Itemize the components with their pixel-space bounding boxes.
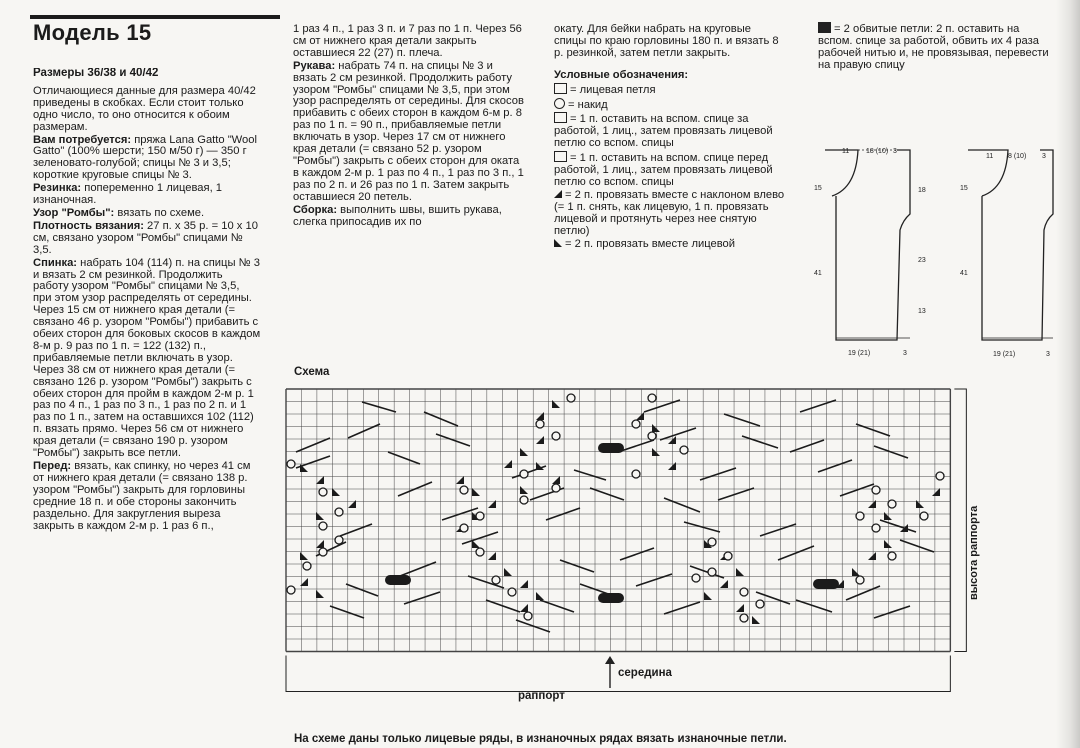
yarn-over-circle [740,588,748,596]
decrease-left-icon [554,190,562,198]
decrease-triangle [704,540,712,548]
front-dimension-label: 41 [814,270,822,277]
back-dimension-label: 15 [960,185,968,192]
decrease-triangle [504,568,512,576]
cable-stroke [580,584,614,596]
yarn-over-circle [335,536,343,544]
decrease-triangle [536,462,544,470]
yarn-over-circle [872,486,880,494]
cable-stroke [348,424,380,438]
yarn-over-icon [554,98,565,109]
yarn-over-circle [476,512,484,520]
cable-stroke [590,488,624,500]
yarn-over-circle [724,552,732,560]
cable-strokes [296,400,934,632]
title-rule [30,15,280,19]
back-outline [968,150,1053,340]
cable-stroke [790,440,824,452]
rib-paragraph [33,183,261,207]
decrease-triangle [916,500,924,508]
cable-stroke [540,600,574,612]
yarn-over-circle [287,586,295,594]
cable-stroke [856,424,890,436]
cable-stroke [516,620,550,632]
cable-stroke [468,576,504,588]
decrease-triangle [472,540,480,548]
yarn-over-marks [287,394,944,622]
yarn-over-circle [936,472,944,480]
decrease-triangle [552,400,560,408]
cable-stroke [388,452,420,464]
decrease-triangle [704,592,712,600]
cable-stroke [880,520,916,532]
intro-text: Отличающиеся данные для размера 40/42 приведены в скобках. Если стоит только одно число, то оно относится к обоим размерам. [33,84,256,133]
yarn-over-circle [756,600,764,608]
cable-stroke [760,524,796,536]
decrease-triangle [636,412,644,420]
cable-stroke [462,532,498,544]
rib-label: Резинка: [33,182,82,195]
yarn-over-circle [552,484,560,492]
column-4 [818,22,1050,112]
cable-stroke [756,592,790,604]
decrease-triangle [520,604,528,612]
rapport-height-label: высота раппорта [968,505,980,600]
front-dimension-label: 11 [842,148,850,155]
decrease-triangle [456,476,464,484]
back-dimension-label: 11 [986,153,994,160]
sleeves-text: набрать 74 п. на спицы № 3 и вязать 2 см резинкой. Продолжить работу узором "Ромбы" спицами № 3,5, при этом узор распределять от середины. Для скосов прибавить с обеих сторон в каждом 6-м р. 8 раз по 1 п. = 90 п., прибавляемые петли включать в узор. Через 17 см от нижнего края детали (= связано 52 р. узором "Ромбы") закрыть с обеих сторон для оката в каждом 2-м р. 1 раз по 4 п., 1 раз по 3 п., 1 раз по 2 п. и 26 раз по 1 п. Затем закрыть оставшиеся 20 петель. [293,59,524,203]
legend-k2tog: = 2 п. провязать вместе лицевой [554,239,786,251]
yarn-over-circle [492,576,500,584]
cable-stroke [296,456,330,468]
page-title: Модель 15 [33,20,152,45]
cable-stroke [660,428,696,440]
cable-stroke [404,592,440,604]
cable-stroke [620,548,654,560]
decrease-triangle [736,568,744,576]
decrease-triangle [316,512,324,520]
front-dimension-label: 18 (10) [866,148,889,155]
cable-stroke [362,402,396,412]
decrease-triangle [652,424,660,432]
wrapped-stitch-oval [598,593,624,603]
front-dimension-label: 19 (21) [848,350,871,357]
decrease-triangle [316,540,324,548]
cable-stroke [636,574,672,586]
decrease-triangle [720,552,728,560]
pattern-paragraph [33,208,261,220]
yarn-over-circle [552,432,560,440]
cable-stroke [800,400,836,412]
decrease-triangle [900,524,908,532]
yarn-over-circle [632,470,640,478]
middle-arrow-head [605,656,615,664]
yarn-over-circle [567,394,575,402]
yarn-over-circle [536,420,544,428]
decrease-right-icon [554,239,562,247]
decrease-triangle [868,552,876,560]
pattern-label: Узор "Ромбы": [33,206,115,219]
cable-stroke [442,508,478,520]
cable-stroke [700,468,736,480]
decrease-triangle [456,524,464,532]
cable-stroke [664,602,700,614]
sizes-heading: Размеры 36/38 и 40/42 [33,68,159,79]
cable-stroke [574,470,606,480]
yarn-over-circle [632,420,640,428]
column-2 [293,24,525,354]
front-label: Перед: [33,460,72,472]
decrease-triangle [300,464,308,472]
decrease-triangle [652,448,660,456]
cable-stroke [512,466,546,478]
cable-stroke [796,600,832,612]
cable-stroke [486,600,520,612]
assembly-label: Сборка: [293,203,338,216]
back-dimension-label: 41 [960,270,968,277]
decrease-triangle [552,476,560,484]
cable-stroke [664,498,700,512]
back-dimension-label: 8 (10) [1008,153,1027,160]
schema-title: Схема [294,366,330,378]
legend-ssk: = 2 п. провязать вместе с наклоном влево (= 1 п. снять, как лицевую, 1 п. провязать лицевой и протянуть через нее снятую петлю) [554,188,785,237]
sleeves-paragraph [293,61,525,204]
yarn-over-circle [335,508,343,516]
front-outline [825,150,910,340]
cable-stroke [742,436,778,448]
cable-stroke [546,508,580,520]
wrapped-stitch-oval [598,443,624,453]
density-paragraph [33,221,261,257]
assembly-text: выполнить швы, вшить рукава, слегка припосадив их по [293,203,502,228]
decrease-triangle [300,552,308,560]
yarn-over-circle [856,576,864,584]
cable-stroke [644,400,680,412]
decrease-triangle [316,476,324,484]
height-bracket [954,389,966,652]
yarn-over-circle [508,588,516,596]
cable-stroke [846,586,880,600]
front-dimension-label: 13 [918,308,926,315]
yarn-over-circle [648,432,656,440]
yarn-over-circle [920,512,928,520]
front-dimension-label: 3 [903,350,907,357]
yarn-over-circle [319,548,327,556]
yarn-over-circle [856,512,864,520]
cable-stroke [718,488,754,500]
yarn-over-circle [708,538,716,546]
yarn-over-circle [524,612,532,620]
decrease-triangle [488,500,496,508]
cable-stroke [560,560,594,572]
page-edge-shadow [1056,0,1080,748]
cable-stroke [900,540,934,552]
wrapped-stitch-oval [385,575,411,585]
cable-stroke [346,584,378,596]
front-schematic [814,148,926,357]
legend-title: Условные обозначения: [554,68,689,81]
cable-stroke [618,440,654,452]
legend-knit: = лицевая петля [554,83,786,97]
cable-stroke [330,606,364,618]
decrease-triangle [520,448,528,456]
decrease-triangle [884,540,892,548]
decrease-triangle [868,500,876,508]
decrease-marks [300,400,940,624]
cable-stroke [684,522,720,532]
decrease-triangle [668,462,676,470]
decrease-triangle [932,488,940,496]
cable-stroke [818,460,852,472]
legend-wrapped: = 2 обвитые петли: 2 п. оставить на вспом. спице за работой, обвить их 4 раза рабочей нитью и, не провязывая, перевести на правую спицу [818,23,1049,71]
yarn-over-circle [319,488,327,496]
decrease-triangle [332,488,340,496]
yarn-over-circle [888,500,896,508]
legend-yarn-over: = накид [554,98,786,112]
yarn-over-circle [520,496,528,504]
yarn-over-circle [287,460,295,468]
cable-stroke [316,542,346,556]
decrease-triangle [536,592,544,600]
front-dimension-label: 15 [814,185,822,192]
assembly-paragraph [293,205,525,229]
cross-back-icon [554,112,567,123]
assembly-continued: окату. Для бейки набрать на круговые спицы по краю горловины 180 п. и вязать 8 р. резинкой, затем петли закрыть. [554,24,779,59]
decrease-triangle [520,580,528,588]
decrease-triangle [520,486,528,494]
cable-stroke [340,524,372,536]
decrease-triangle [472,512,480,520]
wrapped-stitch-marks [385,443,839,603]
decrease-triangle [752,616,760,624]
decrease-triangle [300,578,308,586]
materials-paragraph [33,135,261,183]
yarn-over-circle [476,548,484,556]
materials-text: пряжа Lana Gatto "Wool Gatto" (100% шерсти; 150 м/50 г) — 350 г зеленовато-голубой; спицы № 3 и 3,5; короткие круговые спицы № 3. [33,133,257,182]
cable-stroke [436,434,470,446]
front-dimension-label: 23 [918,257,926,264]
column-3 [554,24,786,354]
yarn-over-circle [680,446,688,454]
decrease-triangle [736,604,744,612]
rib-text: попеременно 1 лицевая, 1 изнаночная. [33,182,223,207]
schema-footer-note: На схеме даны только лицевые ряды, в изнаночных рядах вязать изнаночные петли. [294,733,787,745]
decrease-triangle [472,488,480,496]
yarn-over-circle [888,552,896,560]
pattern-text: вязать по схеме. [114,206,205,219]
decrease-triangle [668,436,676,444]
wrapped-stitch-oval [813,579,839,589]
decrease-triangle [884,512,892,520]
back-text: набрать 104 (114) п. на спицы № 3 и вязать 2 см резинкой. Продолжить работу узором "Ромбы" спицами № 3,5, при этом узор распределять от середины. Через 15 см от нижнего края детали (= связано 46 р. узором "Ромбы") прибавить с обеих сторон для боковых скосов в каждом 8-м р. 9 раз по 1 п. = 122 (132) п., прибавляемые петли включать в узор. Через 38 см от нижнего края детали (= связано 126 р. узором "Ромбы") закрыть с обеих сторон для пройм в каждом 2-м р. 1 раз по 4 п., 1 раз по 3 п., 1 раз по 2 п. и 1 раз по 1 п., затем на оставшихся 102 (112) п. вязать прямо. Через 56 см от нижнего края детали (= связано 190 р. узором "Ромбы") закрыть все петли. [33,256,261,460]
back-dimension-label: 3 [1042,153,1046,160]
back-label: Спинка: [33,256,78,269]
cable-stroke [424,412,458,426]
cable-stroke [874,606,910,618]
decrease-triangle [852,568,860,576]
cable-stroke [398,482,432,496]
yarn-over-circle [319,522,327,530]
legend-cross-back: = 1 п. оставить на вспом. спице за работой, 1 лиц., затем провязать лицевой петлю со вспом. спицы [554,113,773,150]
cable-stroke [778,546,814,560]
knit-stitch-icon [554,83,567,94]
decrease-triangle [720,580,728,588]
materials-label: Вам потребуется: [33,133,132,146]
cable-stroke [874,446,908,458]
back-dimension-label: 3 [1046,351,1050,358]
cable-stroke [690,566,724,578]
yarn-over-circle [648,394,656,402]
cable-stroke [400,562,436,576]
yarn-over-circle [520,470,528,478]
decrease-triangle [316,590,324,598]
decrease-triangle [536,412,544,420]
decrease-triangle [348,500,356,508]
back-schematic [960,150,1053,358]
front-dimension-label: 18 [918,187,926,194]
front-paragraph [33,461,261,532]
decrease-triangle [504,460,512,468]
legend-cross-front: = 1 п. оставить на вспом. спице перед работой, 1 лиц., затем провязать лицевой петлю со вспом. спицы [554,152,773,188]
cable-stroke [530,488,564,500]
yarn-over-circle [872,524,880,532]
yarn-over-circle [460,486,468,494]
wrapped-stitches-icon [818,22,831,33]
chart-grid [286,389,950,652]
decrease-triangle [836,580,844,588]
front-continued: 1 раз 4 п., 1 раз 3 п. и 7 раз по 1 п. Через 56 см от нижнего края детали закрыть оставшиеся 22 (27) п. плеча. [293,24,522,59]
cable-stroke [724,414,760,426]
cable-stroke [840,484,874,496]
column-1 [33,68,261,746]
decrease-triangle [536,436,544,444]
density-label: Плотность вязания: [33,219,144,232]
back-paragraph [33,258,261,460]
yarn-over-circle [692,574,700,582]
yarn-over-circle [303,562,311,570]
cross-front-icon [554,151,567,162]
rapport-label: раппорт [518,690,565,702]
decrease-triangle [488,552,496,560]
front-text: вязать, как спинку, но через 41 см от нижнего края детали (= связано 138 р. узором "Ромбы") закрыть для горловины средние 18 п. и обе стороны закончить раздельно. Для закругления выреза закрыть в каждом 2-м р. 1 раз 6 п., [33,460,251,532]
yarn-over-circle [708,568,716,576]
sleeves-label: Рукава: [293,59,336,72]
yarn-over-circle [740,614,748,622]
front-dimension-label: 3 [893,148,897,155]
density-text: 27 п. x 35 р. = 10 x 10 см, связано узором "Ромбы" спицами № 3,5. [33,219,258,256]
yarn-over-circle [460,524,468,532]
middle-label: середина [618,667,672,679]
cable-stroke [296,438,330,452]
back-dimension-label: 19 (21) [993,351,1016,358]
